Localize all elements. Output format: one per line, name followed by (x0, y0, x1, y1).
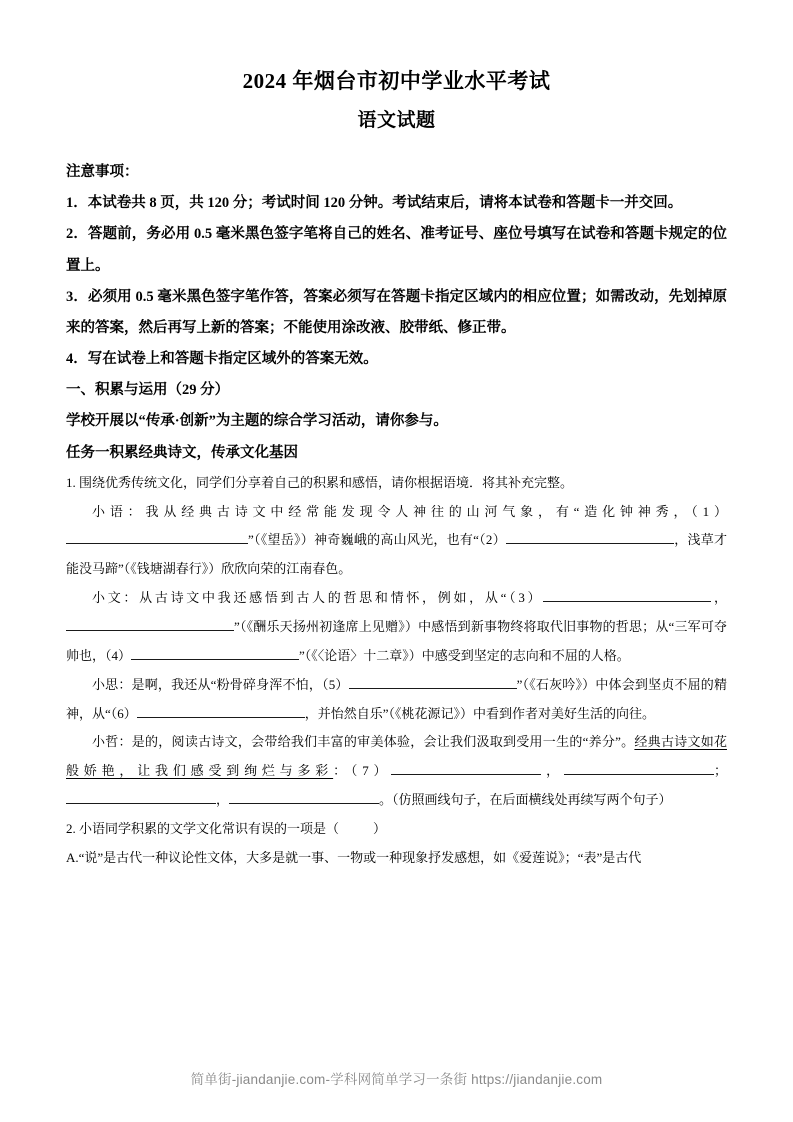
xiaowen-text-2: ， (711, 590, 727, 606)
notice-heading: 注意事项： (66, 164, 139, 180)
xiaozhe-text-4: ； (713, 763, 727, 779)
xiaosi-text-2: ”（《石灰吟》）中体会到坚贞不屈的精神，从“（6） (66, 676, 727, 721)
xiaozhe-text-2: ：（7） (333, 763, 392, 779)
question-2-option-a[interactable]: A.“说”是古代一种议论性文体，大多是就一事、一物或一种现象抒发感想，如《爱莲说》；“表”是古代 (66, 849, 642, 865)
xiaozhe-underlined-model: 经典古诗文如花般娇艳，让我们感受到绚烂与多彩 (66, 734, 727, 779)
question-2-stem-before: 2. 小语同学积累的文学文化常识有误的一项是（ (66, 821, 340, 837)
blank-6[interactable] (137, 704, 305, 718)
page-title: 2024 年烟台市初中学业水平考试 (242, 69, 551, 93)
footer-watermark: 简单街-jiandanjie.com-学科网简单学习一条街 https://jiandanjie.com (190, 1072, 603, 1087)
xiaowen-text-4: ”（《〈论语〉十二章》）中感受到坚定的志向和不屈的人格。 (299, 647, 630, 663)
question-1-stem: 1. 围绕优秀传统文化，同学们分享着自己的积累和感悟，请你根据语境．将其补充完整。 (66, 474, 574, 490)
blank-7c[interactable] (66, 790, 216, 804)
section-one-intro: 学校开展以“传承·创新”为主题的综合学习活动，请你参与。 (66, 413, 448, 430)
speaker-xiaosi: 小思： (92, 676, 132, 692)
xiaozhe-text-1: 是的，阅读古诗文，会带给我们丰富的审美体验，会让我们汲取到受用一生的“养分”。 (131, 734, 635, 750)
xiaozhe-text-5: ， (216, 792, 230, 808)
notice-block (66, 157, 727, 375)
section-one-heading: 一、积累与运用（29 分） (66, 382, 230, 399)
blank-7d[interactable] (229, 790, 379, 804)
notice-item-1: 1．本试卷共 8 页，共 120 分；考试时间 120 分钟。考试结束后，请将本试卷和答题卡一并交回。 (66, 195, 683, 212)
task-one-heading: 任务一积累经典诗文，传承文化基因 (66, 444, 298, 461)
notice-item-2: 2．答题前，务必用 0.5 毫米黑色签字笔将自己的姓名、准考证号、座位号填写在试卷和答题卡规定的位置上。 (66, 226, 727, 274)
dialog-xiaowen (66, 584, 727, 671)
blank-3a[interactable] (543, 588, 711, 602)
speaker-xiaozhe: 小哲： (92, 734, 132, 750)
question-2-stem-after: ） (373, 821, 387, 837)
blank-5[interactable] (349, 675, 517, 689)
blank-3b[interactable] (66, 617, 234, 631)
notice-item-3: 3．必须用 0.5 毫米黑色签字笔作答，答案必须写在答题卡指定区域内的相应位置；如需改动，先划掉原来的答案，然后再写上新的答案；不能使用涂改液、胶带纸、修正带。 (66, 288, 727, 336)
xiaowen-text-3: ”（《酬乐天扬州初逢席上见赠》）中感悟到新事物终将取代旧事物的哲思；从“三军可夺帅也，（4） (66, 619, 727, 663)
xiaozhe-text-3: ， (541, 763, 564, 779)
blank-4[interactable] (131, 646, 299, 660)
page-subtitle: 语文试题 (357, 109, 436, 131)
xiaoyu-text-2: ”（《望岳》）神奇巍峨的高山风光，也有“（2） (248, 532, 506, 548)
question-2-stem (66, 815, 727, 844)
xiaoyu-text-1: 我从经典古诗文中经常能发现令人神往的山河气象，有“造化钟神秀，（1） (145, 503, 727, 519)
xiaosi-text-3: ，并怡然自乐”（《桃花源记》）中看到作者对美好生活的向往。 (304, 705, 656, 721)
blank-7b[interactable] (564, 761, 714, 775)
xiaoyu-text-3: ，浅草才能没马蹄”（《钱塘湖春行》）欣欣向荣的江南春色。 (66, 532, 727, 577)
xiaosi-text-1: 是啊，我还从“粉骨碎身浑不怕，（5） (131, 676, 349, 692)
xiaozhe-text-6: 。（仿照画线句子，在后面横线处再续写两个句子） (379, 792, 672, 808)
blank-1[interactable] (66, 530, 248, 544)
blank-7a[interactable] (391, 761, 541, 775)
dialog-xiaosi (66, 671, 727, 729)
notice-item-4: 4．写在试卷上和答题卡指定区域外的答案无效。 (66, 351, 378, 368)
xiaowen-text-1: 从古诗文中我还感悟到古人的哲思和情怀，例如，从“（3） (139, 590, 544, 606)
speaker-xiaoyu: 小语： (92, 503, 146, 519)
speaker-xiaowen: 小文： (92, 590, 140, 606)
dialog-xiaozhe (66, 728, 727, 815)
blank-2[interactable] (506, 530, 674, 544)
dialog-xiaoyu (66, 498, 727, 585)
